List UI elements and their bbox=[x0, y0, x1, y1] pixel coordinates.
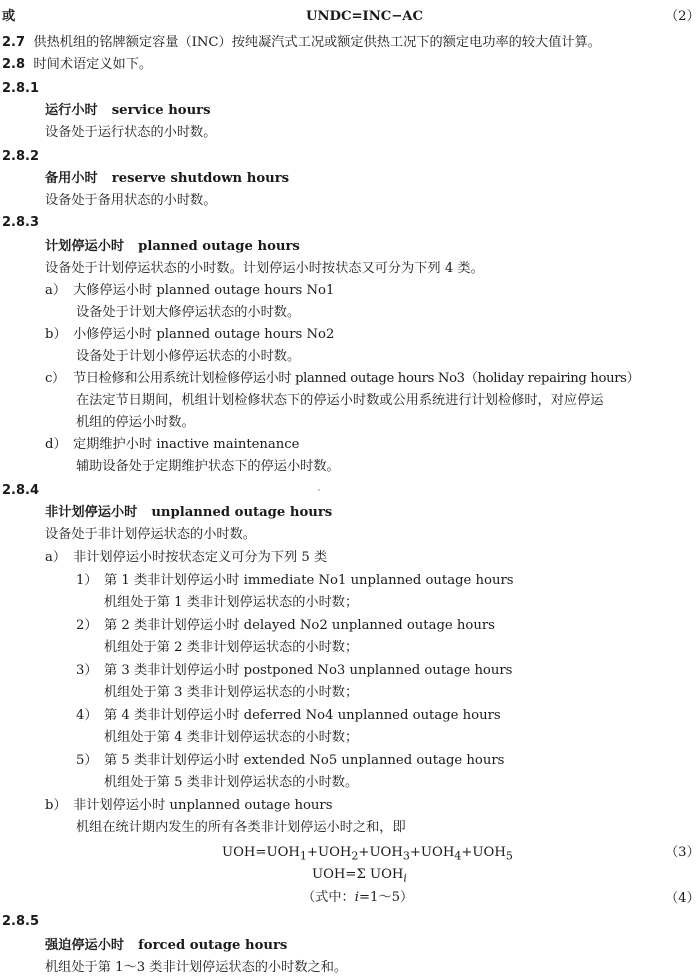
list-item-title: 节日检修和公用系统计划检修停运小时 planned outage hours No3（holiday repairing hours） bbox=[73, 371, 640, 386]
term-zh: 运行小时 bbox=[45, 103, 98, 118]
list-item-desc: 机组在统计期内发生的所有各类非计划停运小时之和，即 bbox=[76, 820, 406, 835]
sub-item-desc: 机组处于第 2 类非计划停运状态的小时数； bbox=[104, 640, 359, 655]
term-en: service hours bbox=[111, 103, 211, 118]
subscript: i bbox=[403, 871, 407, 885]
list-item-desc: 在法定节日期间，机组计划检修状态下的停运小时数或公用系统进行计划检修时，对应停运 bbox=[76, 393, 604, 408]
subscript: 4 bbox=[454, 849, 462, 863]
definition-service-hours: 设备处于运行状态的小时数。 bbox=[45, 125, 217, 140]
list-item-desc: 机组的停运小时数。 bbox=[76, 415, 195, 430]
list-item-title: 定期维护小时 inactive maintenance bbox=[73, 437, 300, 452]
equation-uoh-sum: $UOH=UOH_1+UOH_2+UOH_3+UOH_4+UOH_5$ bbox=[222, 845, 513, 863]
term-forced-outage-hours bbox=[45, 938, 287, 954]
clause-2-7 bbox=[2, 35, 601, 51]
section-number: 2.7 bbox=[2, 35, 26, 50]
sub-item-desc: 机组处于第 4 类非计划停运状态的小时数； bbox=[104, 730, 359, 745]
sub-item-desc: 机组处于第 1 类非计划停运状态的小时数； bbox=[104, 595, 359, 610]
sub-item-title: 第 3 类非计划停运小时 postponed No3 unplanned outage hours bbox=[104, 663, 513, 678]
list-item-c bbox=[45, 371, 639, 387]
list-item-b bbox=[45, 798, 332, 814]
subscript: 1 bbox=[299, 849, 307, 863]
sub-item-2 bbox=[76, 618, 495, 634]
sub-item-marker: 4） bbox=[76, 708, 98, 723]
note-prefix: （式中： bbox=[302, 890, 355, 905]
definition-unplanned-outage-hours: 设备处于非计划停运状态的小时数。 bbox=[45, 527, 256, 542]
or-label: 或 bbox=[2, 9, 16, 24]
list-marker: d） bbox=[45, 437, 67, 452]
section-2-8-3-number: 2.8.3 bbox=[2, 215, 40, 230]
section-2-8-2-number: 2.8.2 bbox=[2, 149, 40, 164]
sub-item-5 bbox=[76, 753, 504, 769]
list-item-desc: 辅助设备处于定期维护状态下的停运小时数。 bbox=[76, 459, 340, 474]
section-number: 2.8 bbox=[2, 57, 26, 72]
list-item-title: 大修停运小时 planned outage hours No1 bbox=[73, 283, 335, 298]
sub-item-title: 第 2 类非计划停运小时 delayed No2 unplanned outage hours bbox=[104, 618, 495, 633]
term-zh: 非计划停运小时 bbox=[45, 505, 138, 520]
section-2-8-5-number: 2.8.5 bbox=[2, 914, 40, 929]
list-item-a bbox=[45, 550, 327, 566]
term-zh: 计划停运小时 bbox=[45, 239, 125, 254]
section-2-8-1-number: 2.8.1 bbox=[2, 81, 40, 96]
sub-item-marker: 2） bbox=[76, 618, 98, 633]
definition-reserve-shutdown-hours: 设备处于备用状态的小时数。 bbox=[45, 193, 217, 208]
sub-item-marker: 5） bbox=[76, 753, 98, 768]
clause-text: 供热机组的铭牌额定容量（INC）按纯凝汽式工况或额定供热工况下的额定电功率的较大值计算。 bbox=[33, 35, 601, 50]
list-item-desc: 设备处于计划小修停运状态的小时数。 bbox=[76, 349, 301, 364]
equation-text: UOH=UOH bbox=[222, 845, 300, 860]
term-en: forced outage hours bbox=[138, 938, 288, 953]
list-marker: a） bbox=[45, 283, 67, 298]
term-zh: 备用小时 bbox=[45, 171, 98, 186]
scan-speck bbox=[318, 489, 320, 491]
equation-number-2: （2） bbox=[665, 9, 700, 24]
list-item-desc: 设备处于计划大修停运状态的小时数。 bbox=[76, 305, 301, 320]
term-unplanned-outage-hours bbox=[45, 505, 332, 521]
clause-text: 时间术语定义如下。 bbox=[33, 57, 153, 72]
subscript: 5 bbox=[505, 849, 513, 863]
term-reserve-shutdown-hours bbox=[45, 171, 289, 187]
list-marker: b） bbox=[45, 327, 67, 342]
sub-item-title: 第 5 类非计划停运小时 extended No5 unplanned outage hours bbox=[104, 753, 505, 768]
sub-item-4 bbox=[76, 708, 501, 724]
definition-planned-outage-hours: 设备处于计划停运状态的小时数。计划停运小时按状态又可分为下列 4 类。 bbox=[45, 261, 484, 276]
sub-item-desc: 机组处于第 3 类非计划停运状态的小时数； bbox=[104, 685, 359, 700]
equation-undc: UNDC=INC−AC bbox=[306, 9, 424, 24]
equation-note bbox=[302, 890, 413, 906]
sub-item-title: 第 4 类非计划停运小时 deferred No4 unplanned outage hours bbox=[104, 708, 501, 723]
sub-item-title: 第 1 类非计划停运小时 immediate No1 unplanned outage hours bbox=[104, 573, 514, 588]
equation-number-4: （4） bbox=[665, 891, 700, 906]
note-suffix: =1～5） bbox=[358, 890, 414, 905]
subscript: 2 bbox=[351, 849, 359, 863]
term-en: reserve shutdown hours bbox=[111, 171, 290, 186]
list-item-a bbox=[45, 283, 334, 299]
equation-text: UOH=Σ UOH bbox=[312, 867, 404, 882]
term-planned-outage-hours bbox=[45, 239, 300, 255]
note-variable: i bbox=[354, 890, 359, 905]
equation-uoh-sigma bbox=[312, 867, 407, 887]
list-marker: c） bbox=[45, 371, 65, 386]
term-en: planned outage hours bbox=[138, 239, 300, 254]
equation-number-3: （3） bbox=[665, 845, 700, 860]
list-item-title: 非计划停运小时按状态定义可分为下列 5 类 bbox=[73, 550, 328, 565]
list-item-title: 小修停运小时 planned outage hours No2 bbox=[73, 327, 335, 342]
clause-2-8 bbox=[2, 57, 152, 73]
sub-item-marker: 1） bbox=[76, 573, 98, 588]
section-2-8-4-number: 2.8.4 bbox=[2, 483, 40, 498]
term-en: unplanned outage hours bbox=[151, 505, 333, 520]
term-service-hours bbox=[45, 103, 211, 119]
term-zh: 强迫停运小时 bbox=[45, 938, 125, 953]
sub-item-3 bbox=[76, 663, 512, 679]
sub-item-marker: 3） bbox=[76, 663, 98, 678]
sub-item-1 bbox=[76, 573, 514, 589]
list-marker: b） bbox=[45, 798, 67, 813]
list-item-title: 非计划停运小时 unplanned outage hours bbox=[73, 798, 333, 813]
sub-item-desc: 机组处于第 5 类非计划停运状态的小时数。 bbox=[104, 775, 359, 790]
list-marker: a） bbox=[45, 550, 67, 565]
list-item-b bbox=[45, 327, 334, 343]
list-item-d bbox=[45, 437, 299, 453]
subscript: 3 bbox=[402, 849, 410, 863]
definition-forced-outage-hours: 机组处于第 1～3 类非计划停运状态的小时数之和。 bbox=[45, 960, 348, 975]
